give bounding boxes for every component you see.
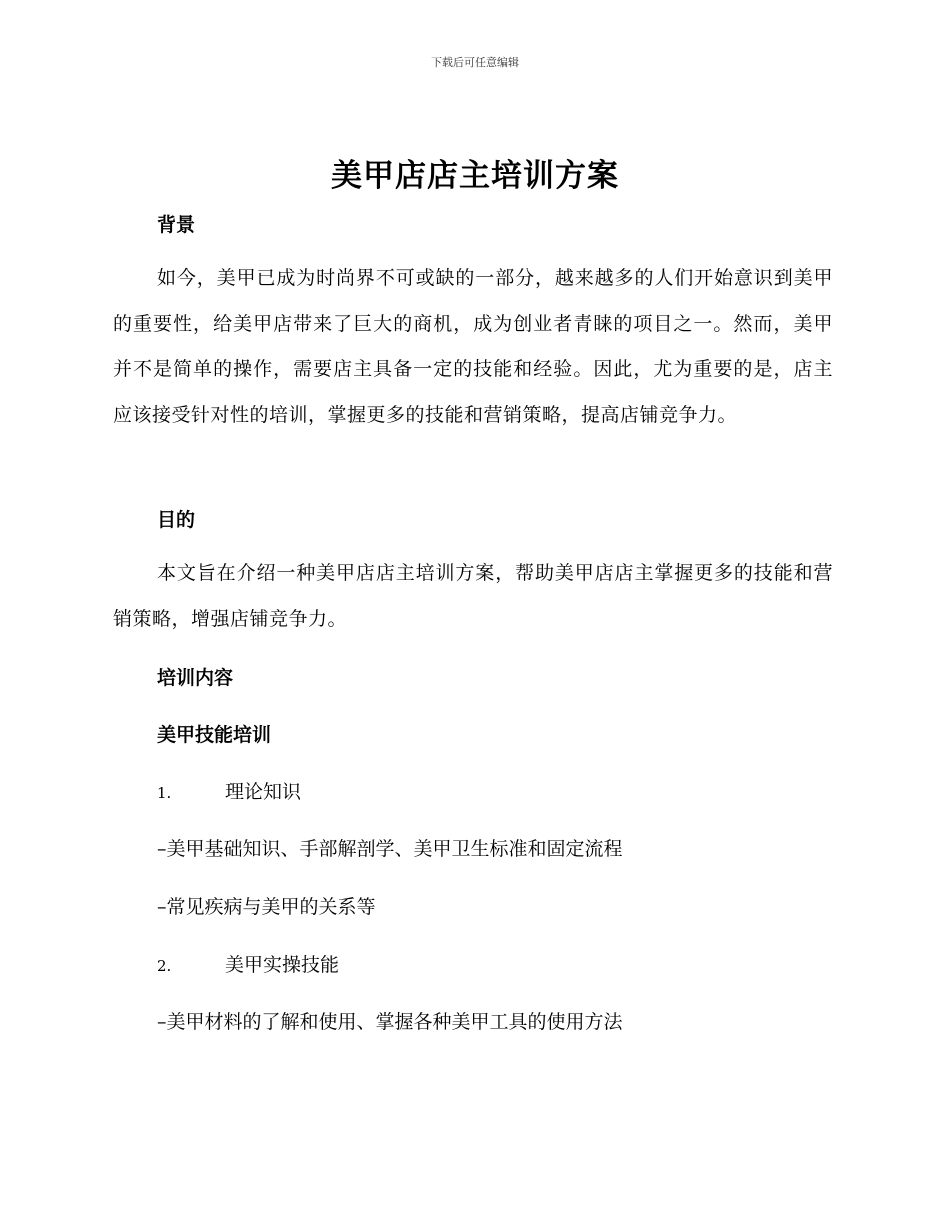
list-item-practice bbox=[157, 950, 339, 977]
list-label: 美甲实操技能 bbox=[225, 954, 340, 976]
document-title: 美甲店店主培训方案 bbox=[331, 158, 619, 194]
bullet-item bbox=[157, 1007, 623, 1034]
bullet-text: 美甲基础知识、手部解剖学、美甲卫生标准和固定流程 bbox=[166, 838, 623, 860]
dash-marker: – bbox=[157, 896, 167, 918]
heading-skills-training: 美甲技能培训 bbox=[157, 724, 272, 746]
list-number: 2. bbox=[157, 957, 172, 975]
dash-marker: – bbox=[157, 1011, 167, 1033]
dash-marker: – bbox=[157, 838, 167, 860]
list-label: 理论知识 bbox=[225, 781, 302, 803]
bullet-text: 常见疾病与美甲的关系等 bbox=[166, 896, 376, 918]
list-number: 1. bbox=[157, 784, 172, 802]
paragraph-background: 如今，美甲已成为时尚界不可或缺的一部分，越来越多的人们开始意识到美甲的重要性，给美甲店带来了巨大的商机，成为创业者青睐的项目之一。然而，美甲并不是简单的操作，需要店主具备一定的技能和经验。因此，尤为重要的是，店主应该接受针对性的培训，掌握更多的技能和营销策略，提高店铺竞争力。 bbox=[113, 267, 833, 426]
page-header-note: 下载后可任意编辑 bbox=[431, 56, 519, 69]
paragraph-purpose: 本文旨在介绍一种美甲店店主培训方案，帮助美甲店店主掌握更多的技能和营销策略，增强店铺竞争力。 bbox=[113, 562, 833, 630]
bullet-item bbox=[157, 834, 623, 861]
heading-training-content: 培训内容 bbox=[157, 667, 234, 689]
bullet-item bbox=[157, 892, 376, 919]
list-item-theory bbox=[157, 777, 301, 804]
heading-purpose: 目的 bbox=[157, 509, 196, 531]
heading-background: 背景 bbox=[157, 214, 196, 236]
bullet-text: 美甲材料的了解和使用、掌握各种美甲工具的使用方法 bbox=[166, 1011, 623, 1033]
